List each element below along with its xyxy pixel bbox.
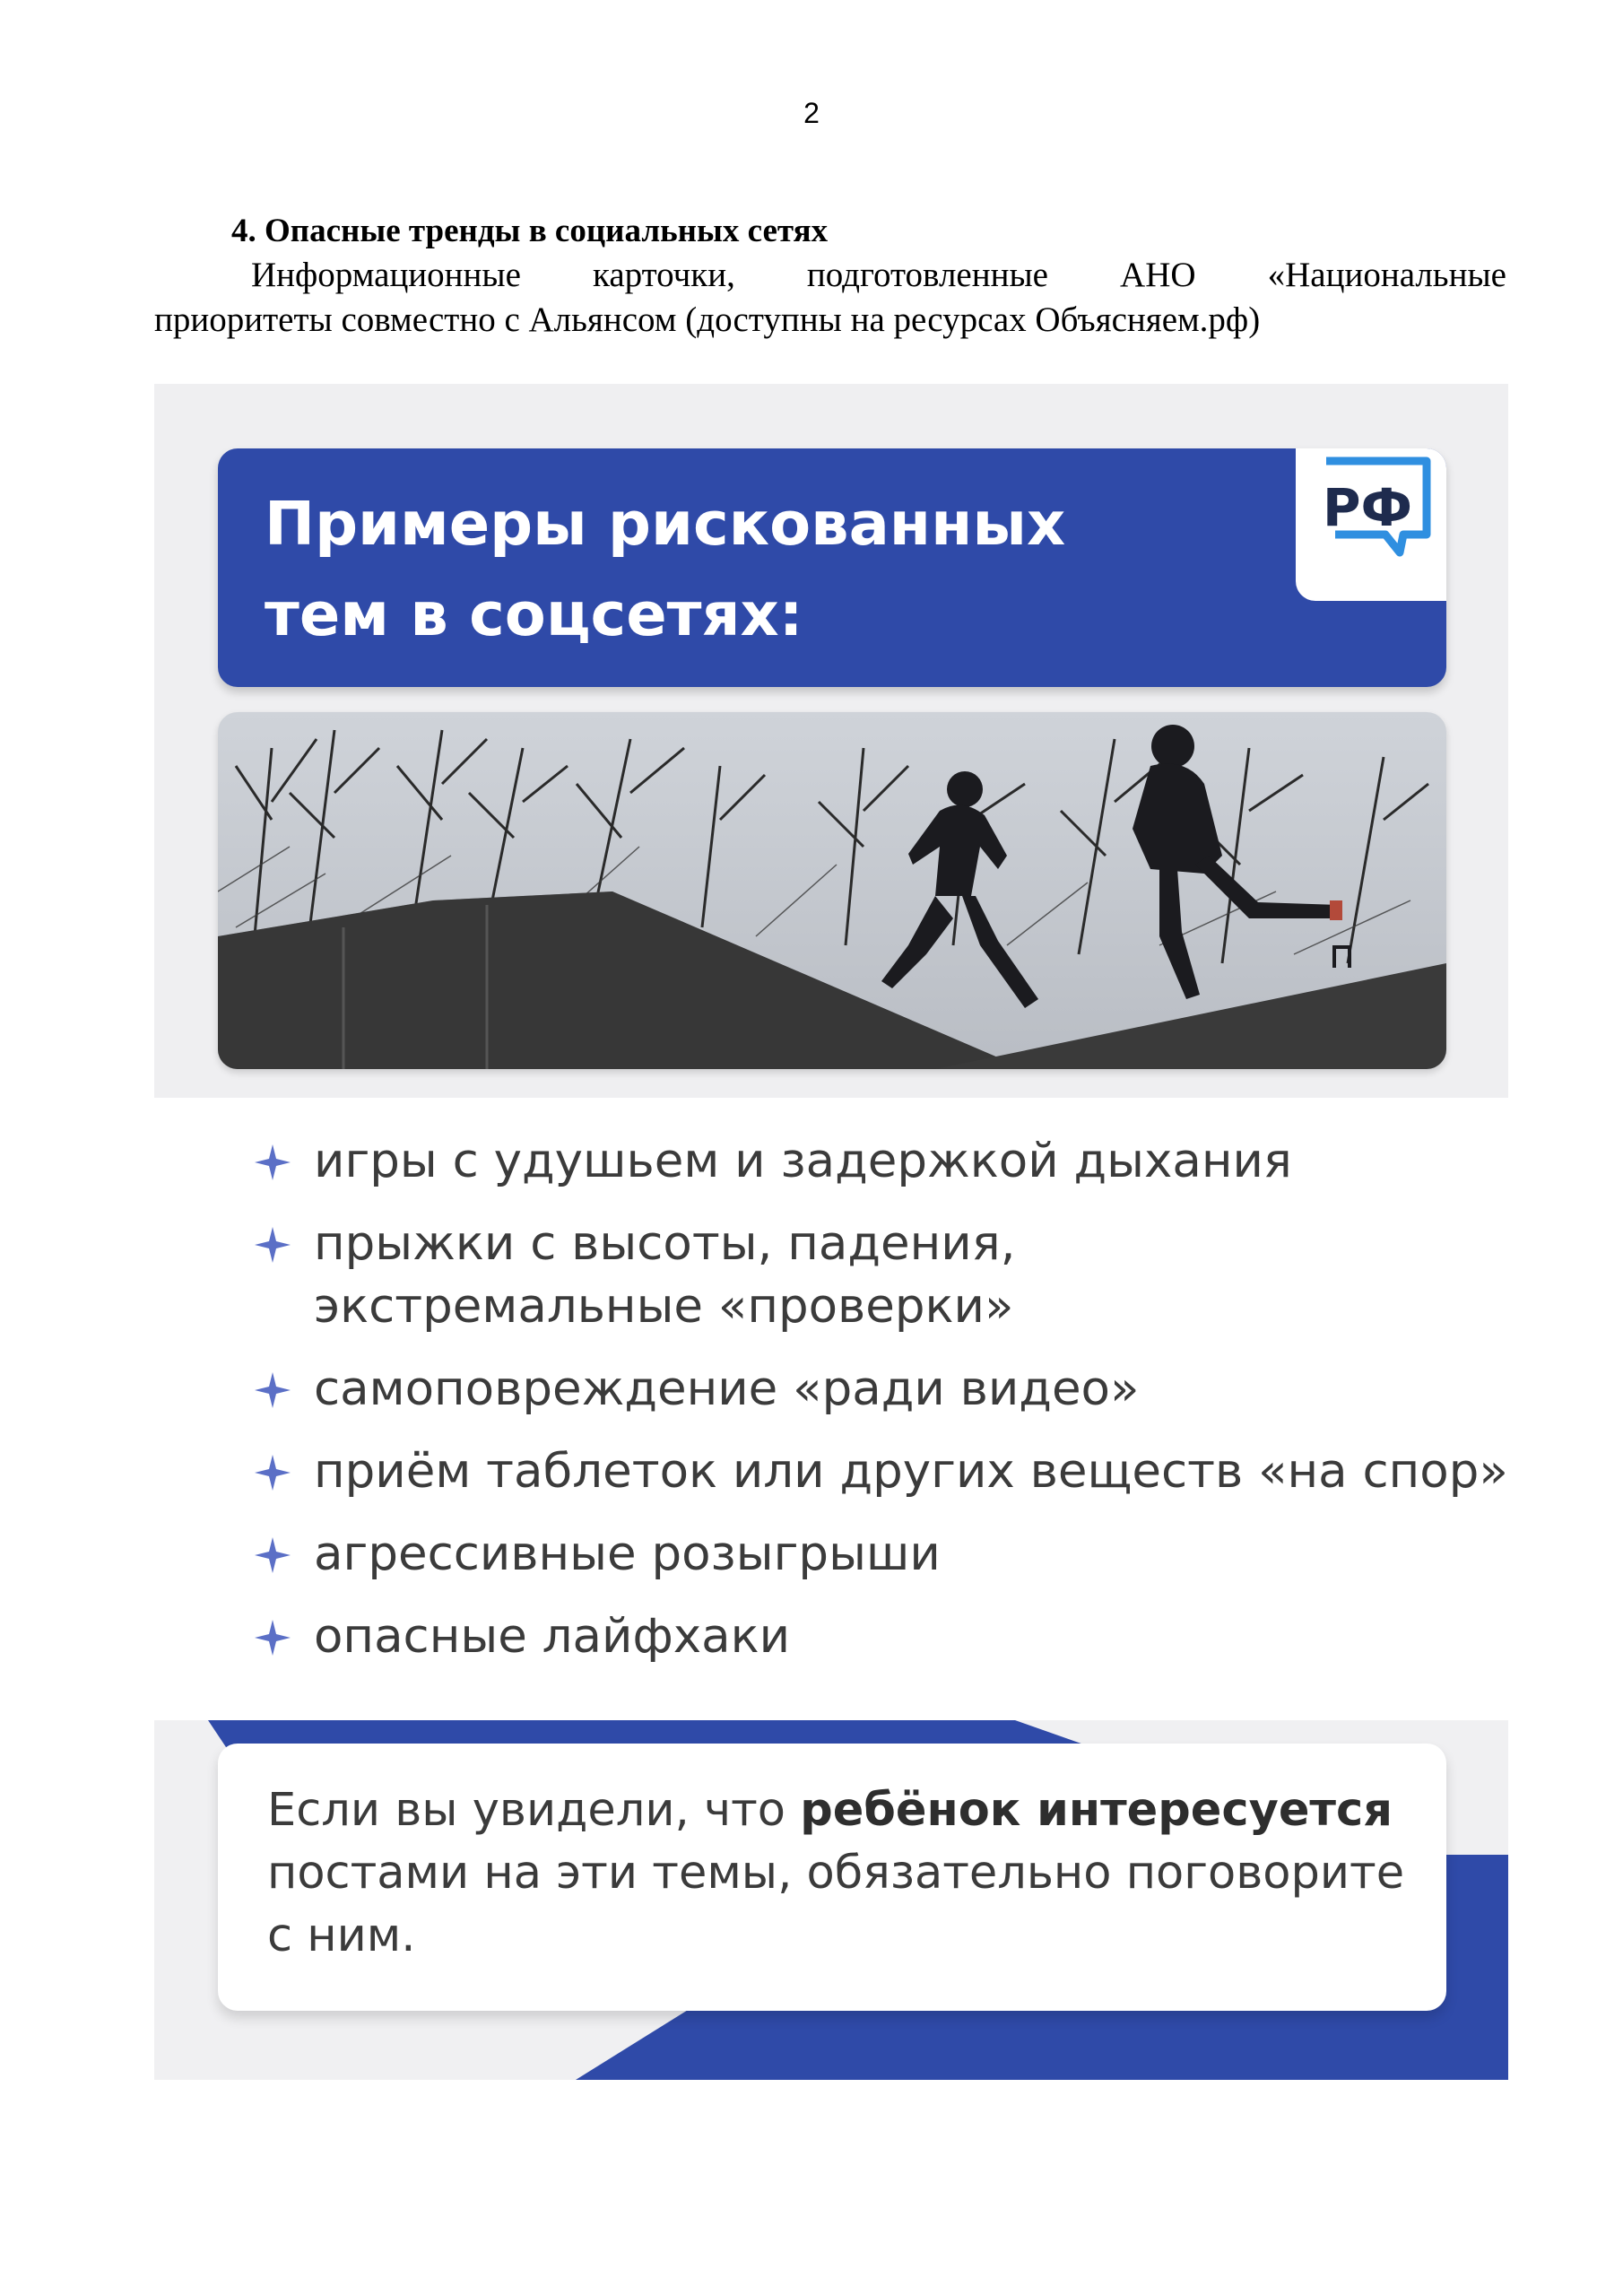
sparkle-bullet-icon (255, 1620, 291, 1656)
card-title (265, 479, 1206, 660)
list-item (255, 1358, 1508, 1421)
sparkle-bullet-icon (255, 1372, 291, 1408)
speech-bubble-logo-icon (1317, 448, 1441, 592)
advice-callout (218, 1744, 1446, 2011)
list-item (255, 1605, 1508, 1668)
intro-word: подготовленные (806, 256, 1048, 294)
list-item-text: самоповреждение «ради видео» (314, 1361, 1140, 1416)
list-item-text: приём таблеток или других веществ «на спор» (314, 1444, 1508, 1499)
info-card (154, 384, 1508, 2080)
logo-text: РФ (1323, 477, 1413, 538)
intro-line-2: приоритеты совместно с Альянсом (доступны на ресурсах Объясняем.рф) (154, 300, 1261, 339)
intro-word: «Национальные (1267, 256, 1506, 294)
callout-emphasis: ребёнок интересуется (800, 1784, 1393, 1837)
title-banner (218, 448, 1446, 687)
sparkle-bullet-icon (255, 1537, 291, 1573)
intro-word: Информационные (251, 256, 521, 294)
intro-word: АНО (1120, 256, 1196, 294)
children-running-on-roof-photo (218, 712, 1446, 1069)
callout-text: Если вы увидели, что ребёнок интересуется постами на эти темы, обязательно поговорите с ним. (267, 1784, 1405, 1962)
sparkle-bullet-icon (255, 1227, 291, 1263)
sparkle-bullet-icon (255, 1455, 291, 1491)
card-title-line-2: тем в соцсетях: (265, 579, 803, 649)
intro-line-1 (154, 253, 1506, 298)
list-item-text: игры с удушьем и задержкой дыхания (314, 1134, 1292, 1188)
card-footer-area (154, 1720, 1508, 2080)
sparkle-bullet-icon (255, 1144, 291, 1180)
section-heading: 4. Опасные тренды в социальных сетях (231, 213, 829, 249)
card-header-area (154, 384, 1508, 1098)
list-item-text: прыжки с высоты, падения, экстремальные «проверки» (314, 1216, 1016, 1334)
list-item-text: агрессивные розыгрыши (314, 1526, 941, 1581)
intro-paragraph (154, 253, 1506, 343)
list-item (255, 1440, 1508, 1503)
risk-topics-list (255, 1130, 1508, 1688)
intro-word: карточки, (593, 256, 735, 294)
list-item (255, 1213, 1508, 1338)
list-item-text: опасные лайфхаки (314, 1609, 791, 1664)
list-item (255, 1523, 1508, 1586)
list-item (255, 1130, 1508, 1193)
page-number: 2 (803, 97, 820, 129)
card-title-line-1: Примеры рискованных (265, 489, 1066, 559)
rf-logo (1296, 448, 1446, 601)
